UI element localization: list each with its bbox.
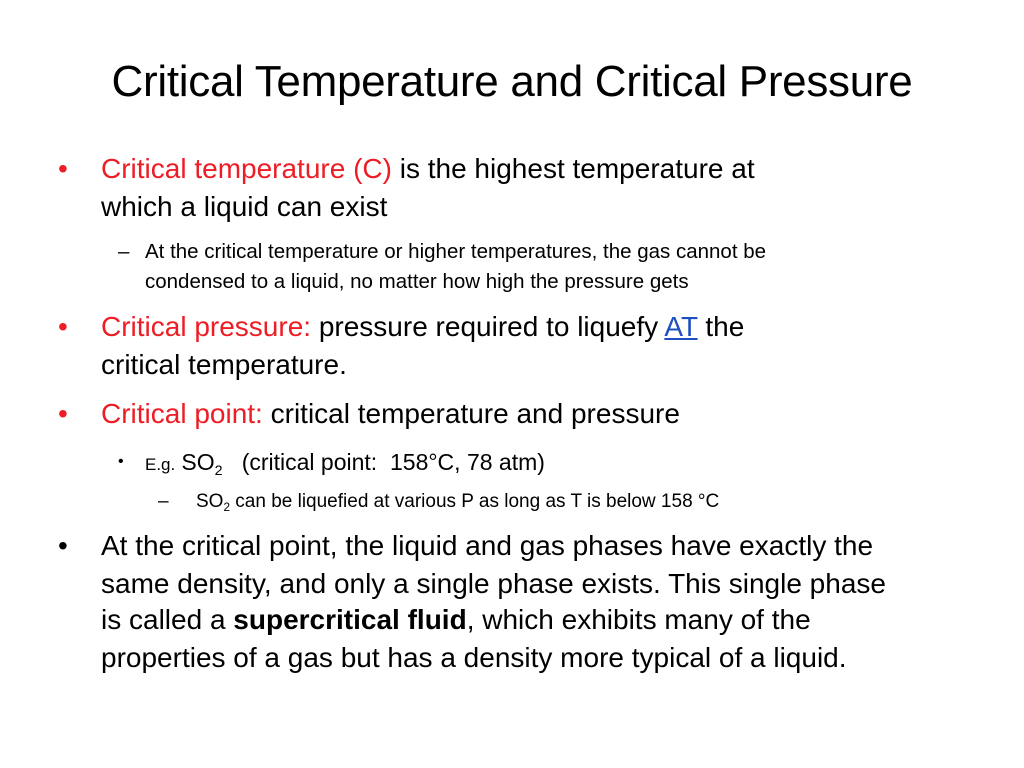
- line3-pre: is called a: [101, 604, 234, 635]
- bullet-text: [101, 395, 680, 433]
- term-critical-pressure: Critical pressure:: [101, 311, 312, 342]
- bullet-text: [101, 308, 744, 346]
- formula-subscript: 2: [214, 462, 223, 479]
- bullet-text-line1: At the critical point, the liquid and gas phases have exactly the: [101, 530, 874, 561]
- bullet-text-after-link: the: [697, 311, 745, 342]
- bullet-text-line2: which a liquid can exist: [101, 191, 388, 222]
- bullet-text-line1: pressure required to liquefy: [311, 311, 665, 342]
- critical-point-detail: (critical point: 158°C, 78 atm): [222, 449, 545, 475]
- dash-marker: –: [158, 491, 169, 512]
- bullet-marker: •: [58, 398, 68, 429]
- bullet-text: [101, 150, 981, 188]
- bullet-text-line1: critical temperature and pressure: [262, 398, 680, 429]
- bullet-text-line2: same density, and only a single phase exists. This single phase: [101, 568, 886, 599]
- slide-title: Critical Temperature and Critical Pressure: [111, 57, 913, 106]
- bullet-text-line2: critical temperature.: [101, 349, 347, 380]
- line3-post: , which exhibits many of the: [466, 604, 811, 635]
- bullet-text-line1: is the highest temperature at: [391, 153, 755, 184]
- bullet-marker: •: [58, 311, 68, 342]
- bullet-text-line4: properties of a gas but has a density more typical of a liquid.: [101, 642, 847, 673]
- formula-main: SO: [196, 491, 224, 512]
- sub-bullet-marker: •: [118, 453, 124, 470]
- sub-sub-bullet-line: can be liquefied at various P as long as T is below 158 °C: [230, 491, 720, 512]
- term-critical-temperature: Critical temperature (C): [101, 153, 392, 184]
- at-link[interactable]: AT: [664, 311, 698, 342]
- sub-bullet-line1: At the critical temperature or higher temperatures, the gas cannot be: [145, 240, 767, 263]
- so2-formula: [181, 449, 223, 479]
- bullet-marker: •: [58, 530, 68, 561]
- bullet-text-line3: [101, 601, 811, 639]
- bullet-marker: •: [58, 153, 68, 184]
- formula-main: SO: [181, 449, 215, 475]
- term-critical-point: Critical point:: [101, 398, 263, 429]
- formula-subscript: 2: [223, 501, 230, 515]
- supercritical-fluid-term: supercritical fluid: [233, 604, 467, 635]
- dash-marker: –: [118, 240, 130, 263]
- sub-sub-bullet-text: [196, 488, 719, 516]
- sub-bullet-text: [145, 446, 545, 481]
- sub-bullet-line2: condensed to a liquid, no matter how high the pressure gets: [145, 270, 689, 293]
- eg-label: E.g.: [145, 455, 176, 474]
